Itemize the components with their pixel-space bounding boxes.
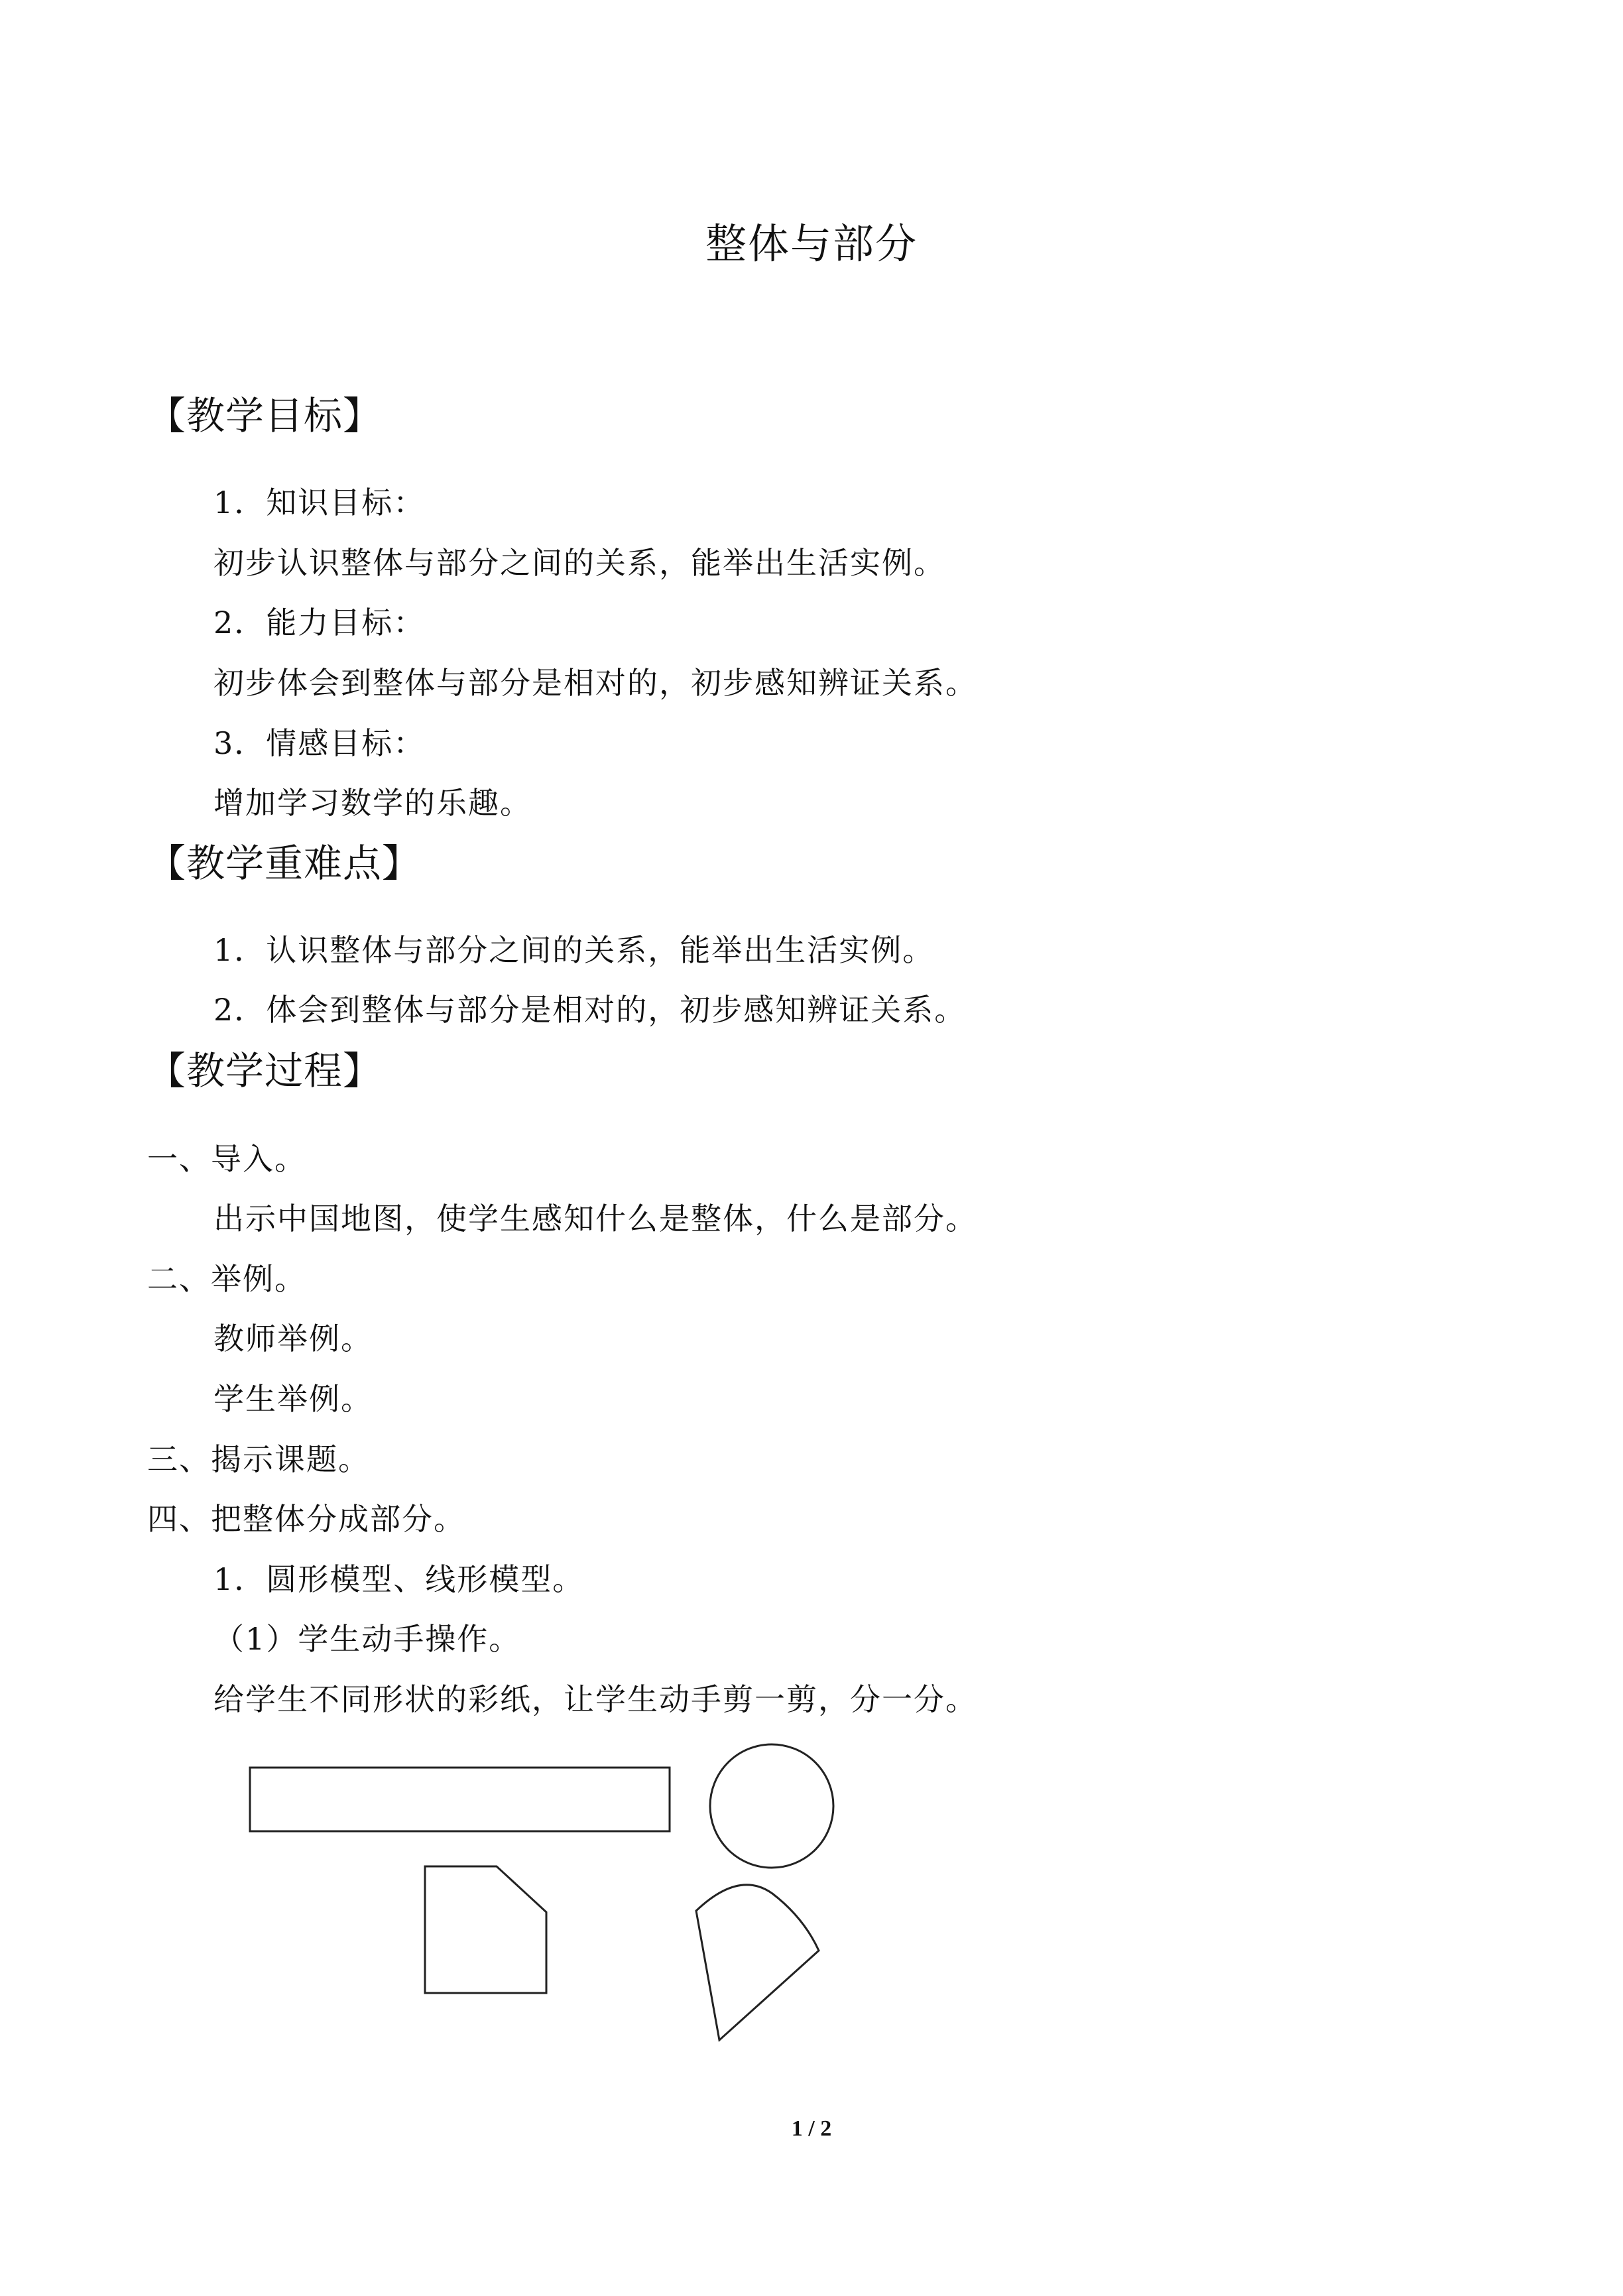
- cut-corner-square-shape: [425, 1866, 546, 1993]
- objective-line-5: 3．情感目标：: [213, 725, 426, 761]
- process-line-8: 1．圆形模型、线形模型。: [213, 1561, 585, 1597]
- key-point-line-2: 2．体会到整体与部分是相对的，初步感知辨证关系。: [213, 992, 967, 1028]
- document-title: 整体与部分: [705, 219, 918, 268]
- process-line-4: 教师举例。: [213, 1321, 373, 1357]
- process-line-5: 学生举例。: [213, 1381, 373, 1417]
- page-number: 1 / 2: [791, 2116, 832, 2141]
- key-point-line-1: 1．认识整体与部分之间的关系，能举出生活实例。: [213, 932, 935, 968]
- objective-line-6: 增加学习数学的乐趣。: [213, 785, 532, 821]
- objective-line-3: 2．能力目标：: [213, 605, 426, 640]
- process-line-3: 二、举例。: [147, 1261, 306, 1297]
- circle-shape: [710, 1744, 833, 1868]
- objective-line-1: 1．知识目标：: [213, 485, 426, 520]
- process-line-7: 四、把整体分成部分。: [147, 1501, 465, 1537]
- process-line-9: （1）学生动手操作。: [213, 1621, 521, 1657]
- objective-line-4: 初步体会到整体与部分是相对的，初步感知辨证关系。: [213, 665, 977, 701]
- fan-shape: [696, 1885, 819, 2040]
- process-line-2: 出示中国地图，使学生感知什么是整体，什么是部分。: [213, 1201, 977, 1237]
- heading-objectives: 【教学目标】: [147, 393, 383, 438]
- objective-line-2: 初步认识整体与部分之间的关系，能举出生活实例。: [213, 545, 945, 581]
- process-line-6: 三、揭示课题。: [147, 1441, 370, 1477]
- process-line-10: 给学生不同形状的彩纸，让学生动手剪一剪，分一分。: [213, 1681, 977, 1717]
- process-line-1: 一、导入。: [147, 1141, 306, 1177]
- heading-process: 【教学过程】: [147, 1048, 383, 1093]
- heading-key-points: 【教学重难点】: [147, 841, 422, 886]
- rectangle-shape: [250, 1768, 670, 1831]
